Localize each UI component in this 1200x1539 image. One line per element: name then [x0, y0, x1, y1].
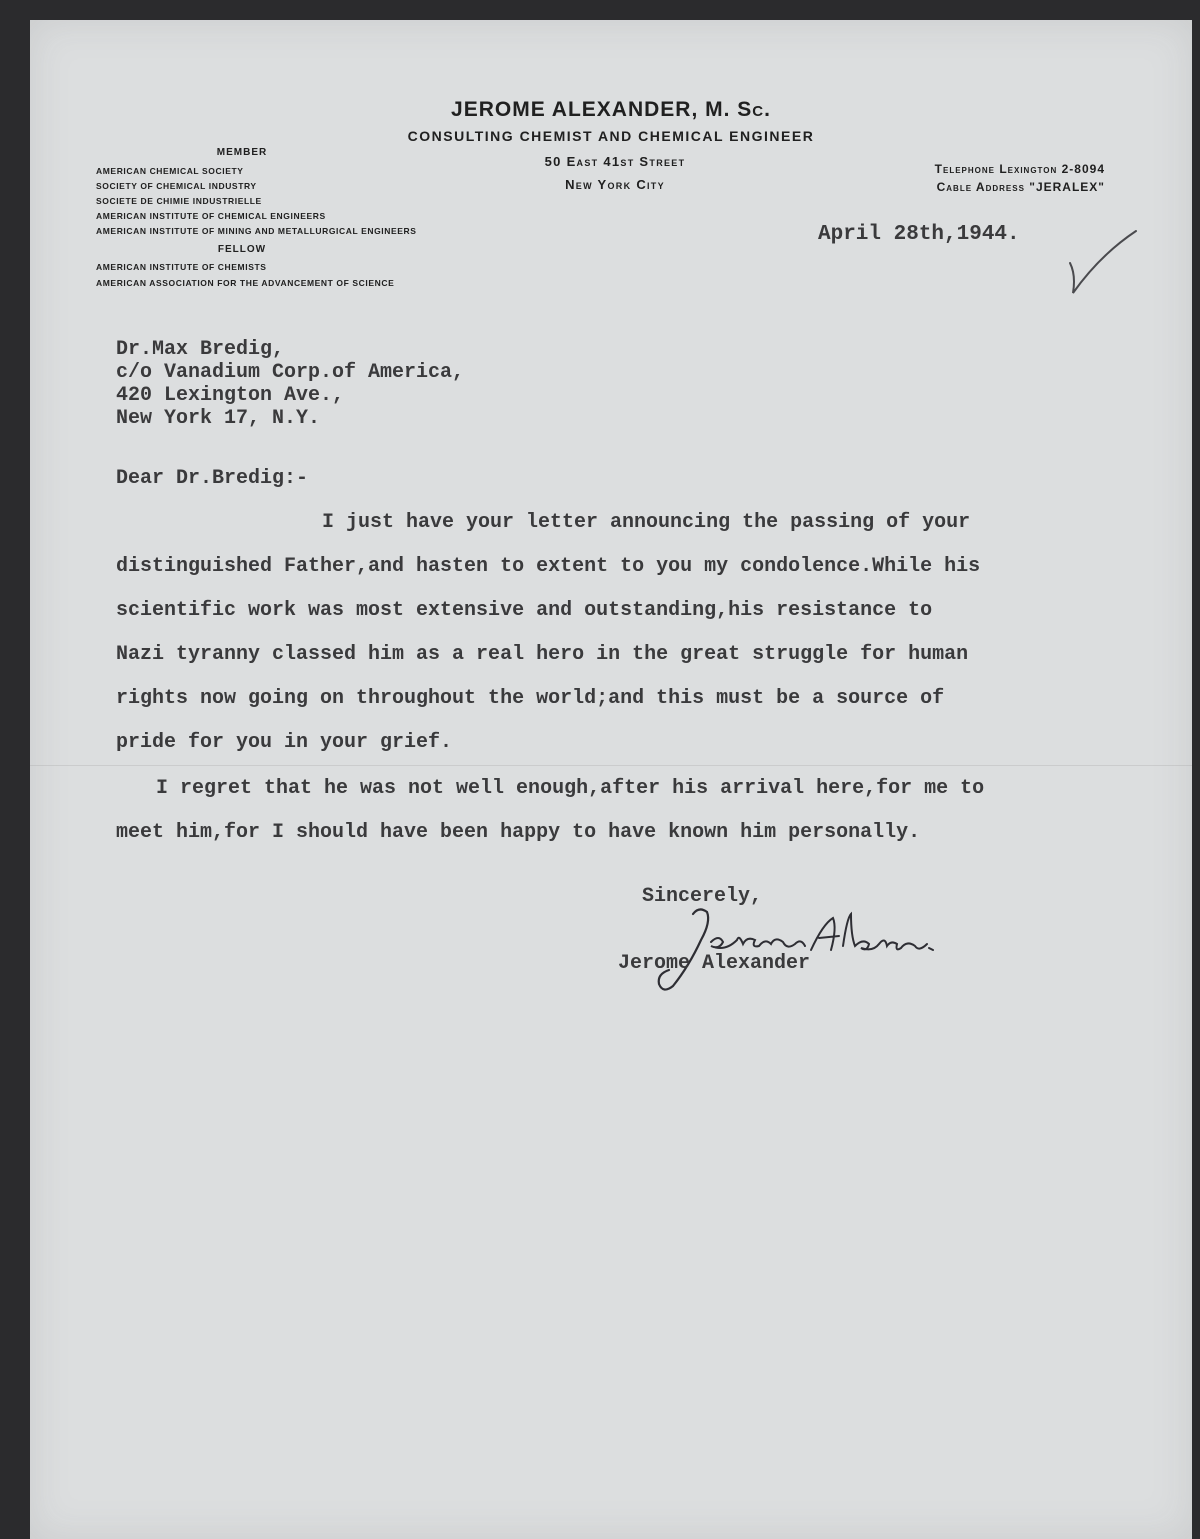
letterhead-city: New York City	[565, 177, 665, 192]
letterhead-name: JEROME ALEXANDER, M. Sc.	[451, 98, 771, 121]
closing: Sincerely,	[642, 885, 763, 908]
letterhead-cable-address: Cable Address "JERALEX"	[936, 180, 1105, 194]
letterhead-title: CONSULTING CHEMIST AND CHEMICAL ENGINEER	[407, 128, 815, 144]
fellow-item: AMERICAN ASSOCIATION FOR THE ADVANCEMENT OF SCIENCE	[96, 278, 395, 288]
handwritten-signature	[615, 900, 935, 995]
body-line: meet him,for I should have been happy to have known him personally.	[116, 821, 921, 844]
body-line: pride for you in your grief.	[116, 731, 453, 754]
member-item: AMERICAN CHEMICAL SOCIETY	[96, 166, 244, 176]
typed-signature-name: Jerome Alexander	[618, 952, 811, 975]
member-heading: MEMBER	[216, 147, 268, 158]
salutation: Dear Dr.Bredig:-	[116, 467, 309, 490]
member-item: AMERICAN INSTITUTE OF MINING AND METALLURGICAL ENGINEERS	[96, 226, 417, 236]
body-line: distinguished Father,and hasten to extent to you my condolence.While his	[116, 555, 981, 578]
recipient-line: Dr.Max Bredig,	[116, 338, 285, 361]
checkmark-icon	[1060, 225, 1145, 300]
member-item: SOCIETE DE CHIMIE INDUSTRIELLE	[96, 196, 262, 206]
recipient-line: 420 Lexington Ave.,	[116, 384, 345, 407]
recipient-line: New York 17, N.Y.	[116, 407, 321, 430]
fellow-item: AMERICAN INSTITUTE OF CHEMISTS	[96, 262, 267, 272]
fellow-heading: FELLOW	[217, 244, 267, 255]
body-line: I regret that he was not well enough,after his arrival here,for me to	[156, 777, 985, 800]
paper-fold-line	[30, 765, 1192, 766]
letter-sheet	[30, 20, 1192, 1539]
letterhead-telephone: Telephone Lexington 2-8094	[934, 162, 1105, 176]
body-line: scientific work was most extensive and outstanding,his resistance to	[116, 599, 933, 622]
body-line: I just have your letter announcing the passing of your	[322, 511, 971, 534]
body-line: Nazi tyranny classed him as a real hero in the great struggle for human	[116, 643, 969, 666]
member-item: AMERICAN INSTITUTE OF CHEMICAL ENGINEERS	[96, 211, 326, 221]
letter-date: April 28th,1944.	[818, 223, 1020, 246]
body-line: rights now going on throughout the world;and this must be a source of	[116, 687, 945, 710]
member-item: SOCIETY OF CHEMICAL INDUSTRY	[96, 181, 257, 191]
letterhead-street: 50 East 41st Street	[544, 154, 686, 169]
recipient-line: c/o Vanadium Corp.of America,	[116, 361, 465, 384]
